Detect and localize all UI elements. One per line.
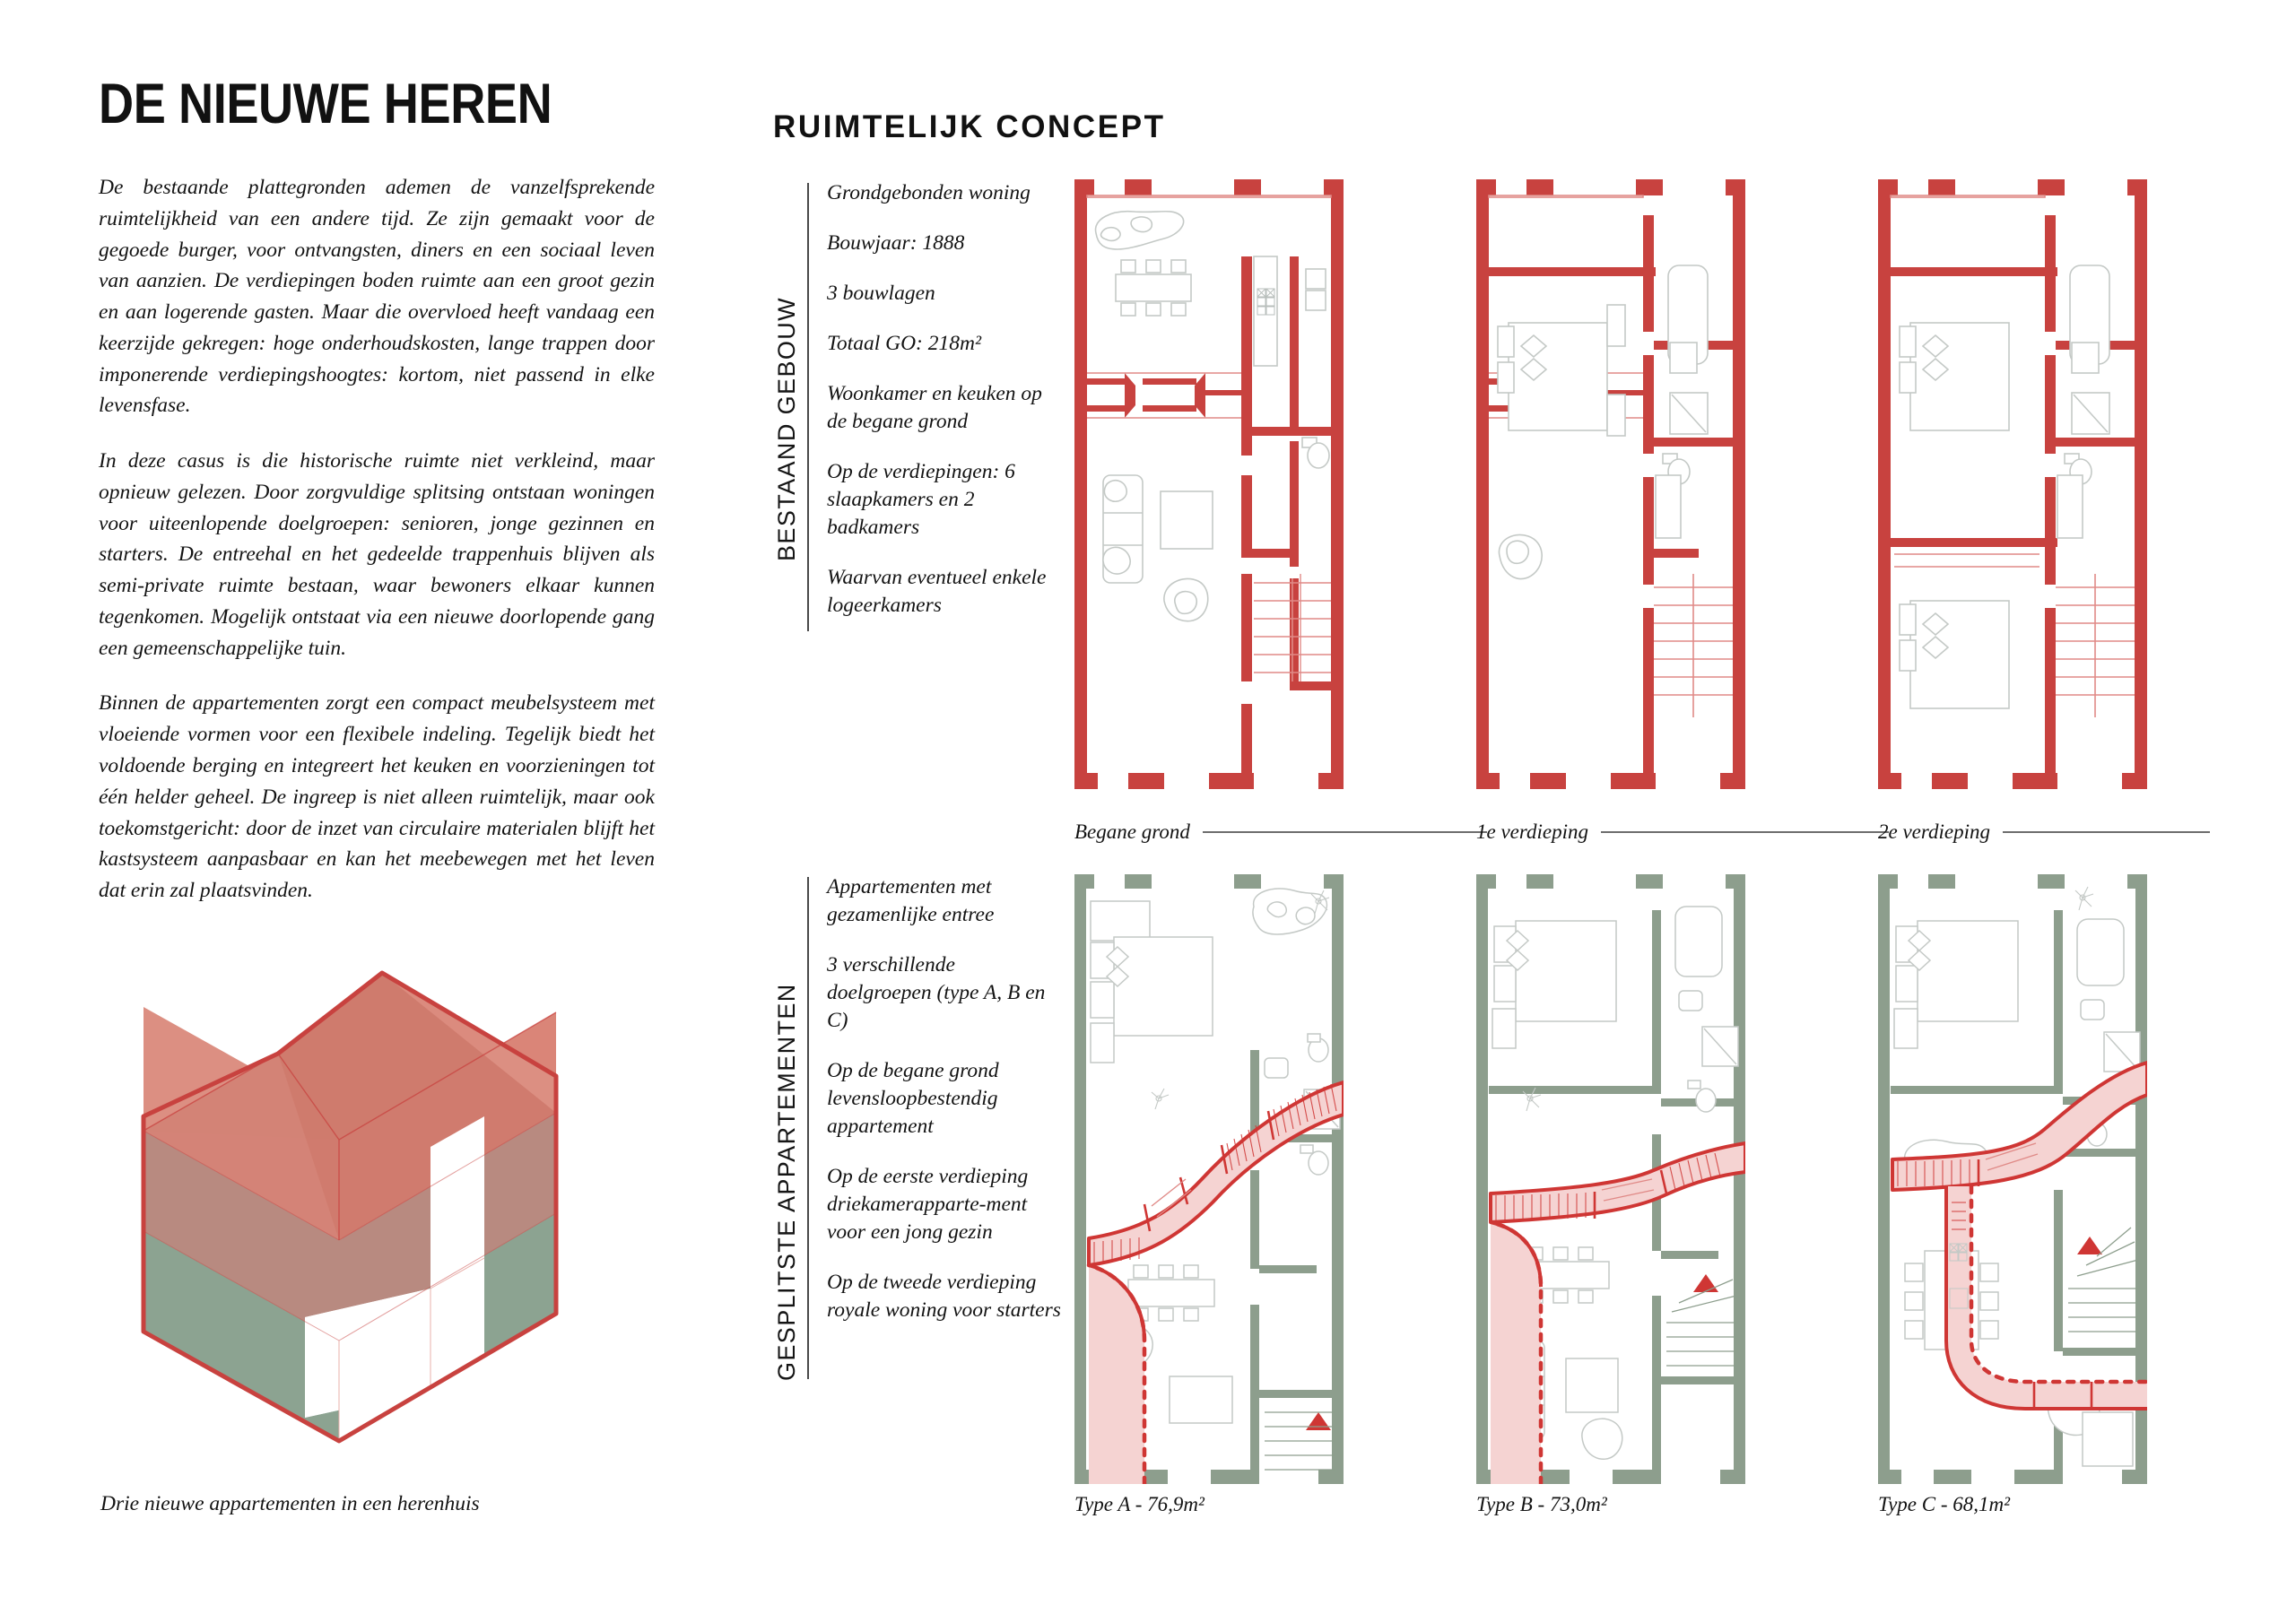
vertical-label-split: GESPLITSTE APPARTEMENTEN [773,983,800,1381]
left-column [99,73,655,907]
caption-type-c: Type C - 68,1m² [1878,1493,2011,1515]
list-item: Bouwjaar: 1888 [827,231,965,256]
divider-split [807,877,809,1379]
paragraph-2: In deze casus is die historische ruimte niet verkleind, maar opnieuw gelezen. Door zorgvuldige splitsing ontstaan woningen voor uiteenlopende doelgroepen: senioren, jonge gezinnen en starters. De entreehal en het gedeelde trappenhuis blijven als semi-private ruimte bestaan, waar bewoners elkaar kunnen tegenkomen. Mogelijk ontstaat via een nieuwe doorlopende gang een gemeenschappelijke tuin. [99,449,655,660]
bullet-list-existing [827,179,1062,642]
floorplan-type-b [1476,874,1745,1484]
divider-existing [807,183,809,631]
furniture-system [1892,1063,2147,1419]
section-title: RUIMTELIJK CONCEPT [773,109,1166,144]
list-item: Grondgebonden woning [827,181,1031,204]
list-item: Appartementen met gezamenlijke entree [827,875,995,927]
floorplan-existing-ground [1074,179,1344,789]
leader-rule [2003,831,2210,832]
caption-2e-verdieping: 2e verdieping [1878,820,2210,844]
vertical-label-existing: BESTAAND GEBOUW [773,296,800,561]
floorplan-type-c [1878,874,2147,1484]
caption-1e-verdieping: 1e verdieping [1476,820,1889,844]
list-item: Woonkamer en keuken op de begane grond [827,382,1042,434]
list-item: Op de verdiepingen: 6 slaapkamers en 2 badkamers [827,460,1015,540]
floorplan-existing-first [1476,179,1745,789]
isometric-diagram [135,937,709,1511]
list-item: 3 bouwlagen [827,282,935,306]
iso-caption: Drie nieuwe appartementen in een herenhuis [100,1492,480,1515]
list-item: 3 verschillende doelgroepen (type A, B en C) [827,953,1046,1033]
furniture [1498,265,1708,579]
floorplan-type-a [1074,874,1344,1484]
stair [2068,1228,2138,1332]
page-title: DE NIEUWE HEREN [99,73,552,135]
furniture [1900,265,2109,708]
list-item: Totaal GO: 218m² [827,332,982,356]
entrance-marker-icon [2077,1237,2102,1254]
caption-type-a: Type A - 76,9m² [1074,1493,1205,1515]
caption-type-b: Type B - 73,0m² [1476,1493,1607,1515]
paragraph-1: De bestaande plattegronden ademen de vanzelfsprekende ruimtelijkheid van een andere tijd. Ze zijn gemaakt voor de gegoede burger, voor ontvangsten, diners en een sociaal leven van aanzien. De verdiepingen boden ruimte aan een groot gezin en aan logerende gasten. Maar die overvloed heeft vandaag een keerzijde gekregen: hoge onderhoudskosten, lange trappen door imponerende verdiepingshoogtes: kortom, niet passend in elke levensfase. [99,176,655,418]
list-item: Op de begane grond levensloopbestendig appartement [827,1059,999,1139]
entrance-marker-icon [1693,1274,1718,1292]
intro-text [99,172,655,907]
paragraph-3: Binnen de appartementen zorgt een compact meubelsysteem met vloeiende vormen voor een flexibele indeling. Tegelijk biedt het voldoende berging en integreert het keuken en voorzieningen tot één helder geheel. De ingreep is niet alleen ruimtelijk, maar ook toekomstgericht: door de inzet van circulaire materialen blijft het kastsysteem aanpasbaar en kan het meebewegen met het leven dat erin zal plaatsvinden. [99,691,655,903]
iso-body [144,973,556,1441]
furniture-system [1089,1082,1344,1484]
leader-rule [1601,831,1889,832]
floorplan-existing-second [1878,179,2147,789]
leader-rule [1203,831,1487,832]
bullet-list-split [827,873,1062,1347]
list-item: Op de tweede verdieping royale woning voor starters [827,1271,1061,1323]
list-item: Op de eerste verdieping driekamerapparte-ment voor een jong gezin [827,1165,1029,1245]
entrance-marker-icon [1306,1412,1331,1430]
list-item: Waarvan eventueel enkele logeerkamers [827,566,1047,618]
stair [1666,1280,1736,1366]
caption-begane-grond: Begane grond [1074,820,1487,844]
